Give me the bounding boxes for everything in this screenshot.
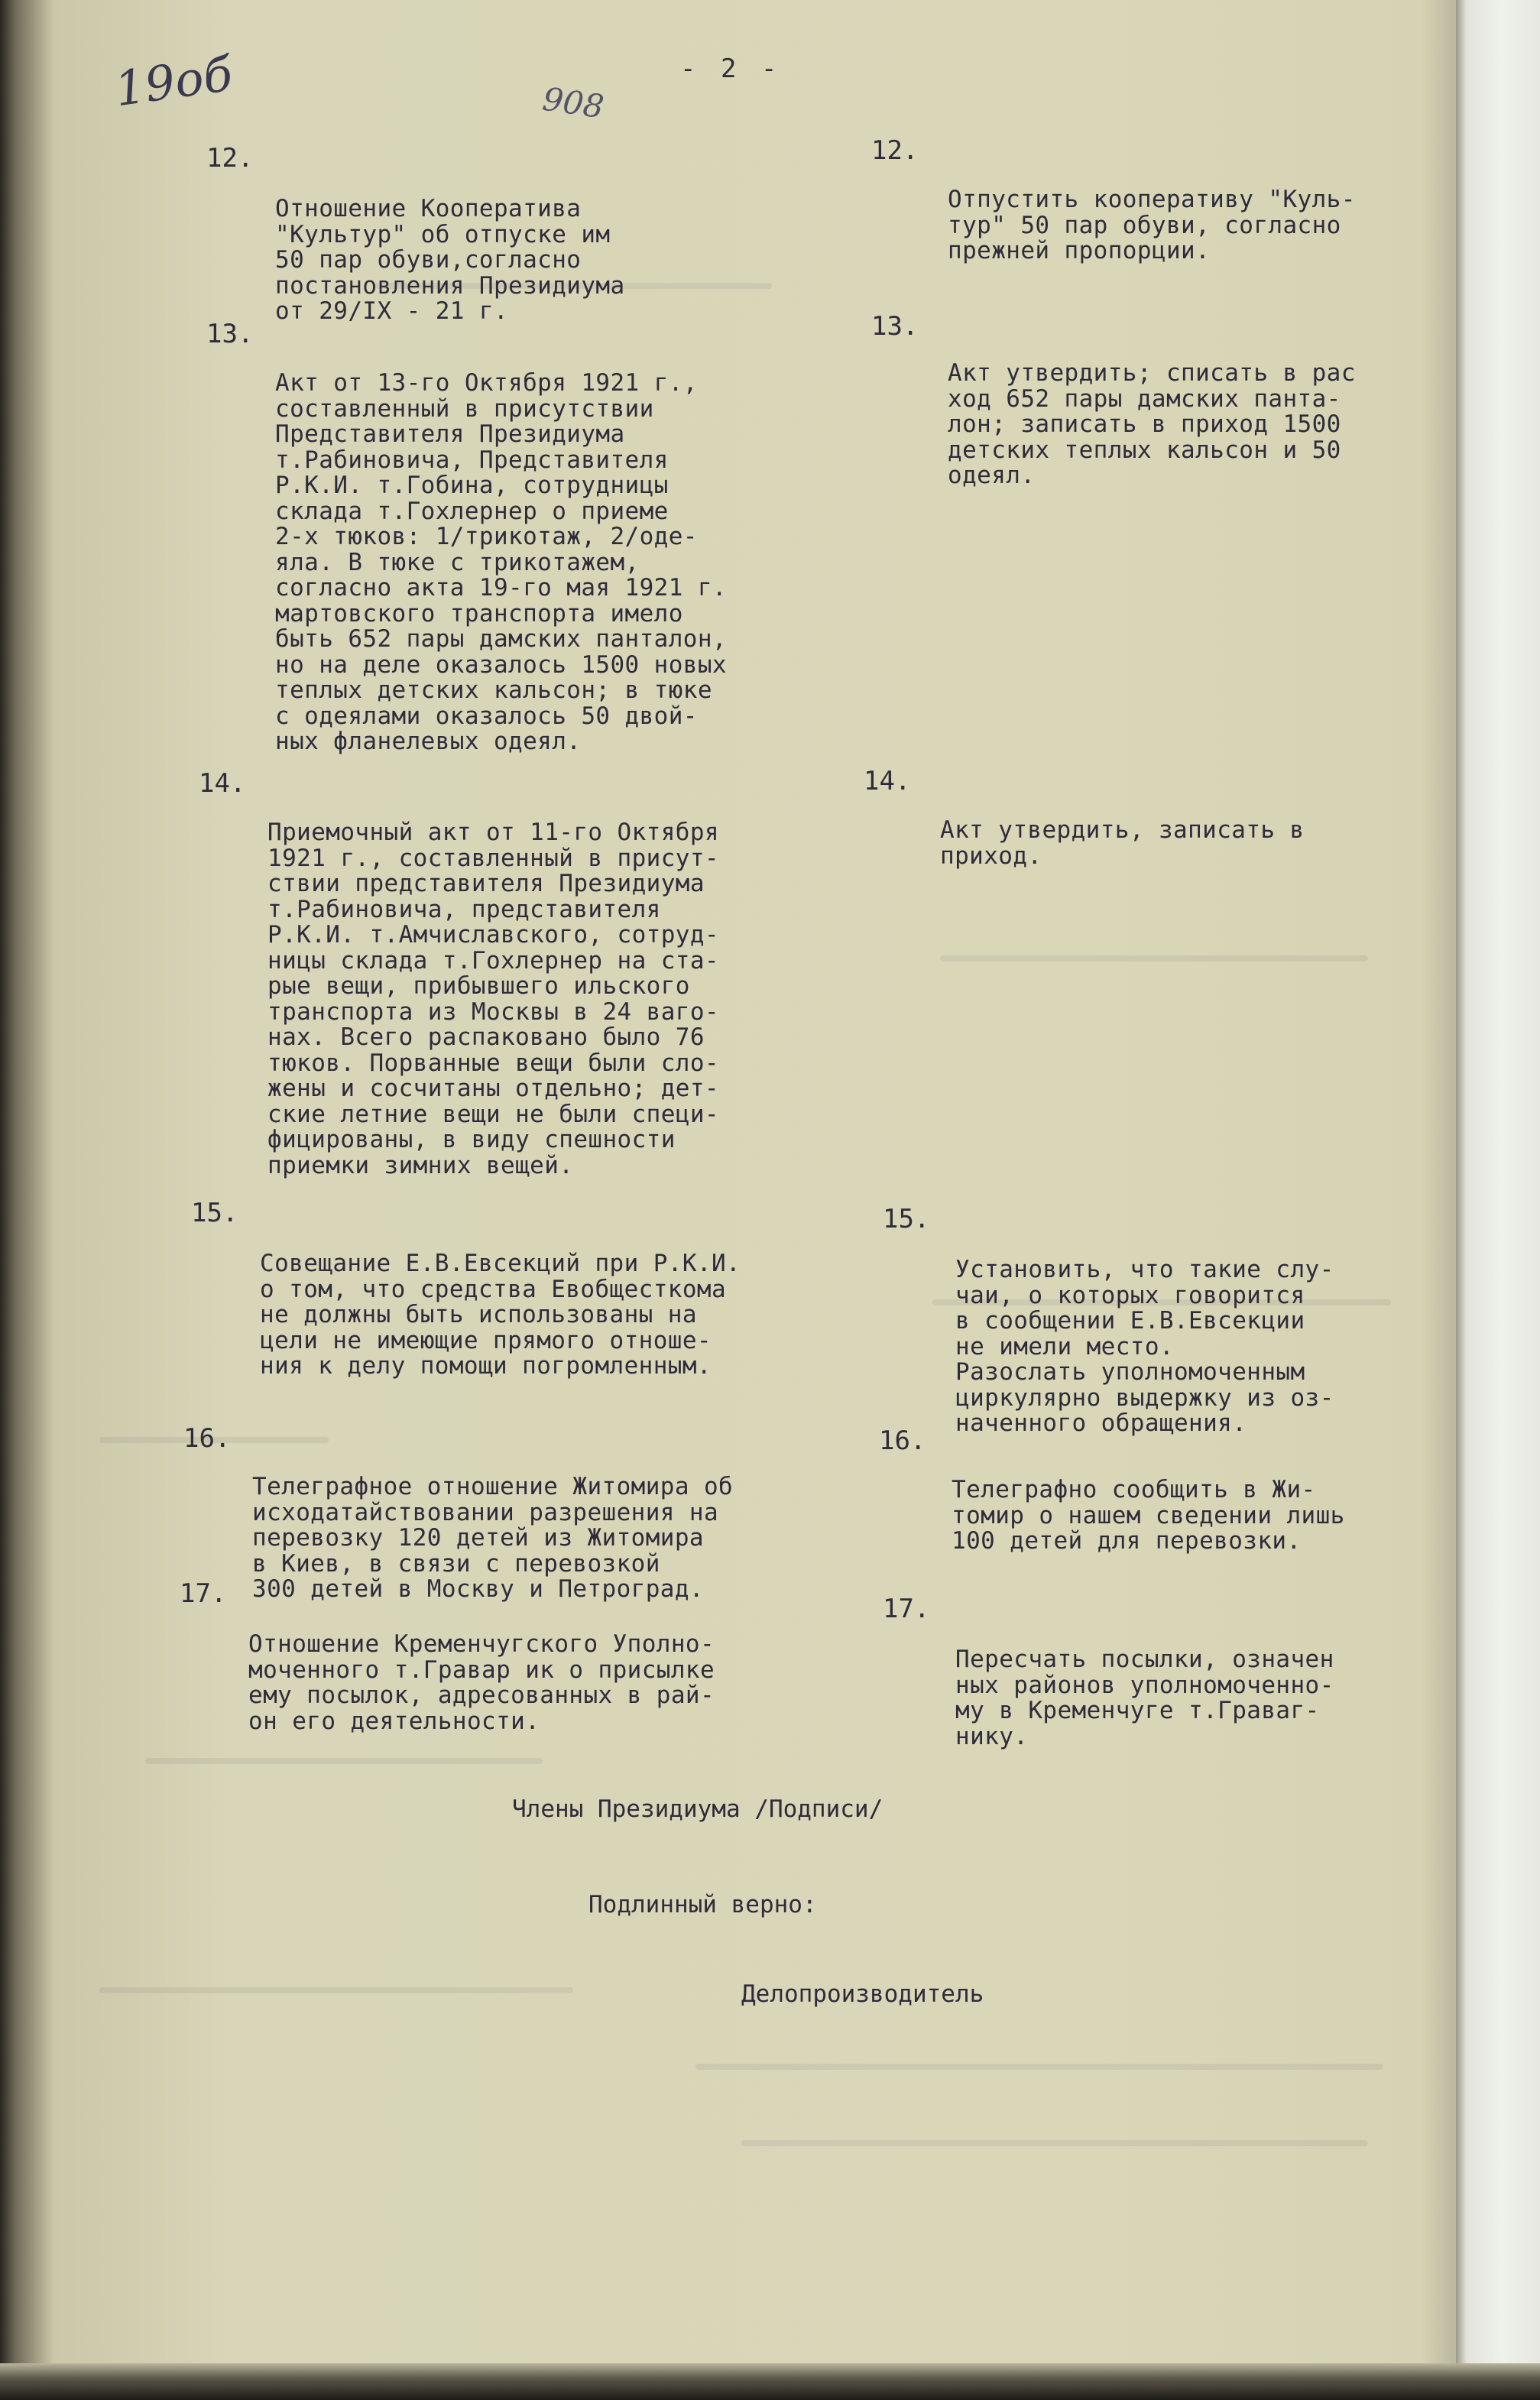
item-resolution: Пересчать посылки, означен ных районов уполномоченно- му в Кременчуге т.Граваг- нику. [955,1646,1334,1750]
item-number: 12. [206,143,254,174]
item-number: 14. [199,768,246,799]
item-number: 13. [206,319,254,349]
item-subject: Приемочный акт от 11-го Октября 1921 г., составленный в присут- ствии представителя Президиума т.Рабиновича, представителя Р.К.И. т.Амчиславского, сотруд- ницы склада т.Гохлернер на ста- рые вещи, прибывшего ильского транспорта из Москвы в 24 ваго- нах. Всего распаковано было 76 тюков. Порванные вещи были сло- жены и сосчитаны отдельно; дет- ские летние вещи не были специ- фицированы, в виду спешности приемки зимних вещей. [267,819,719,1179]
item-number: 15. [191,1198,238,1228]
bleed-through [940,955,1368,962]
item-subject: Акт от 13-го Октября 1921 г., составленный в присутствии Представителя Президиума т.Рабиновича, Представителя Р.К.И. т.Гобина, сотрудницы склада т.Гохлернер о приеме 2-х тюков: 1/трикотаж, 2/оде- яла. В тюке с трикотажем, согласно акта 19-го мая 1921 г. мартовского транспорта имело быть 652 пары дамских панталон, но на деле оказалось 1500 новых теплых детских кальсон; в тюке с одеялами оказалось 50 двой- ных фланелевых одеял. [275,369,727,755]
presidium-signature-line: Члены Президиума /Подписи/ [512,1795,883,1823]
scan-bottom-edge [0,2363,1540,2400]
item-resolution: Отпустить кооперативу "Куль- тур" 50 пар обуви, согласно прежней пропорции. [948,186,1356,264]
resolution-number: 15. [883,1204,930,1234]
resolution-number: 17. [883,1594,930,1624]
item-subject: Совещание Е.В.Евсекций при Р.К.И. о том, что средства Евобщесткома не должны быть использованы на цели не имеющие прямого отноше- ния к делу помощи погромленным. [260,1250,741,1380]
bleed-through [99,1987,573,1993]
item-resolution: Акт утвердить; списать в рас ход 652 пары дамских панта- лон; записать в приход 1500 детских теплых кальсон и 50 одеял. [948,359,1356,489]
item-resolution: Телеграфно сообщить в Жи- томир о нашем сведении лишь 100 детей для перевозки. [952,1476,1345,1555]
authentic-copy-line: Подлинный верно: [588,1891,817,1918]
resolution-number: 16. [879,1425,926,1456]
item-number: 17. [180,1578,227,1609]
resolution-number: 14. [864,766,911,796]
item-subject: Телеграфное отношение Житомира об исходатайствовании разрешения на перевозку 120 детей из Житомира в Киев, в связи с перевозкой 300 детей в Москву и Петроград. [252,1473,734,1603]
resolution-number: 13. [871,311,919,342]
clerk-line: Делопроизводитель [741,1980,984,2008]
page-number: - 2 - [680,54,782,84]
archival-stamp-number: 908 [540,79,607,126]
item-resolution: Установить, что такие слу- чаи, о которых говорится в сообщении Е.В.Евсекции не имели место. Разослать уполномоченным циркулярно выдержку из оз- наченного обращения. [955,1256,1334,1437]
archival-folio-number: 19об [111,45,236,118]
item-number: 16. [183,1423,231,1454]
item-subject: Отношение Кооператива "Культур" об отпуске им 50 пар обуви,согласно постановления Президиума от 29/IX - 21 г. [275,195,625,325]
bleed-through [695,2064,1383,2070]
bleed-through [741,2140,1368,2146]
item-subject: Отношение Кременчугского Уполно- моченного т.Гравар ик о присылке ему посылок, адресованных в рай- он его деятельности. [248,1630,715,1735]
resolution-number: 12. [871,135,919,166]
document-page [53,0,1452,2363]
item-resolution: Акт утвердить, записать в приход. [940,816,1305,870]
